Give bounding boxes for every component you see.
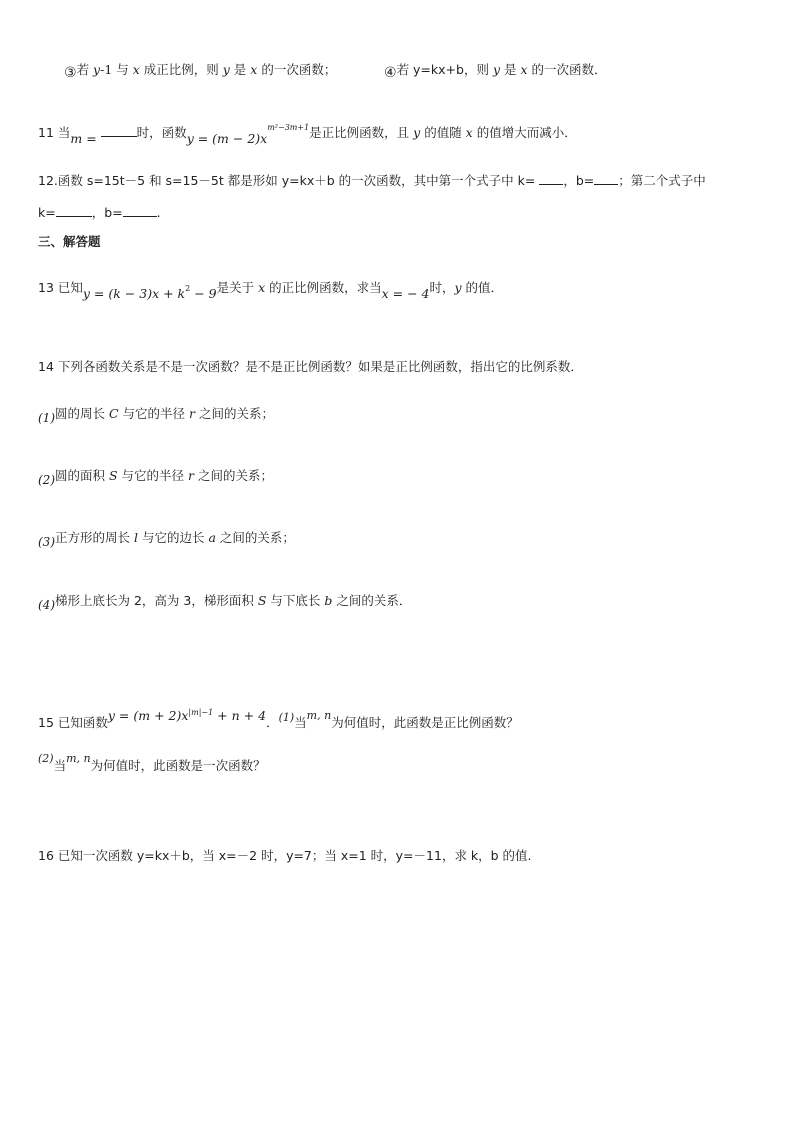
item-4-marker: ④ [384,65,397,81]
q14-item-4: (4)梯形上底长为 2，高为 3，梯形面积 S 与下底长 b 之间的关系． [38,593,412,612]
q14-item-3: (3)正方形的周长 l 与它的边长 a 之间的关系； [38,530,295,549]
question-15-line1: 15 已知函数$y = (m + 2)x^{|m|-1} + n + 4$．(1)当m, n为何值时，此函数是正比例函数？ [38,708,519,730]
q10-line: ③若 y-1 与 x 成正比例，则 y 是 x 的一次函数； [64,62,337,81]
q14-item-1: (1)圆的周长 C 与它的半径 r 之间的关系； [38,406,274,425]
section-title: 三、解答题 [38,234,101,249]
question-12-line2: k= ，b= . [38,205,161,220]
answer-blank[interactable] [123,204,157,217]
question-15-line2: (2)当m, n为何值时，此函数是一次函数？ [38,752,266,773]
q14-item-2: (2)圆的面积 S 与它的半径 r 之间的关系； [38,468,273,487]
answer-blank[interactable] [56,204,92,217]
answer-blank[interactable] [594,172,618,185]
question-13: 13 已知y = (k − 3)x + k2 − 9是关于 x 的正比例函数，求当x = − 4时，y 的值． [38,280,504,301]
q10-item4: ④若 y=kx+b，则 y 是 x 的一次函数． [384,62,607,81]
question-11: 11 当m = 时，函数$y = (m - 2)x^{m^2-3m+1}$是正比例函数，且 y 的值随 x 的值增大而减小． [38,123,577,146]
answer-blank[interactable] [101,124,137,137]
question-16: 16 已知一次函数 y=kx＋b，当 x=－2 时，y=7；当 x=1 时，y=－11，求 k，b 的值. [38,848,532,863]
question-12-line1: 12.函数 s=15t－5 和 s=15－5t 都是形如 y=kx＋b 的一次函数，其中第一个式子中 k= ，b= ；第二个式子中 [38,173,706,188]
answer-blank[interactable] [539,172,563,185]
question-14-intro: 14 下列各函数关系是不是一次函数？是不是正比例函数？如果是正比例函数，指出它的比例系数． [38,359,583,374]
item-3-marker: ③ [64,65,77,81]
